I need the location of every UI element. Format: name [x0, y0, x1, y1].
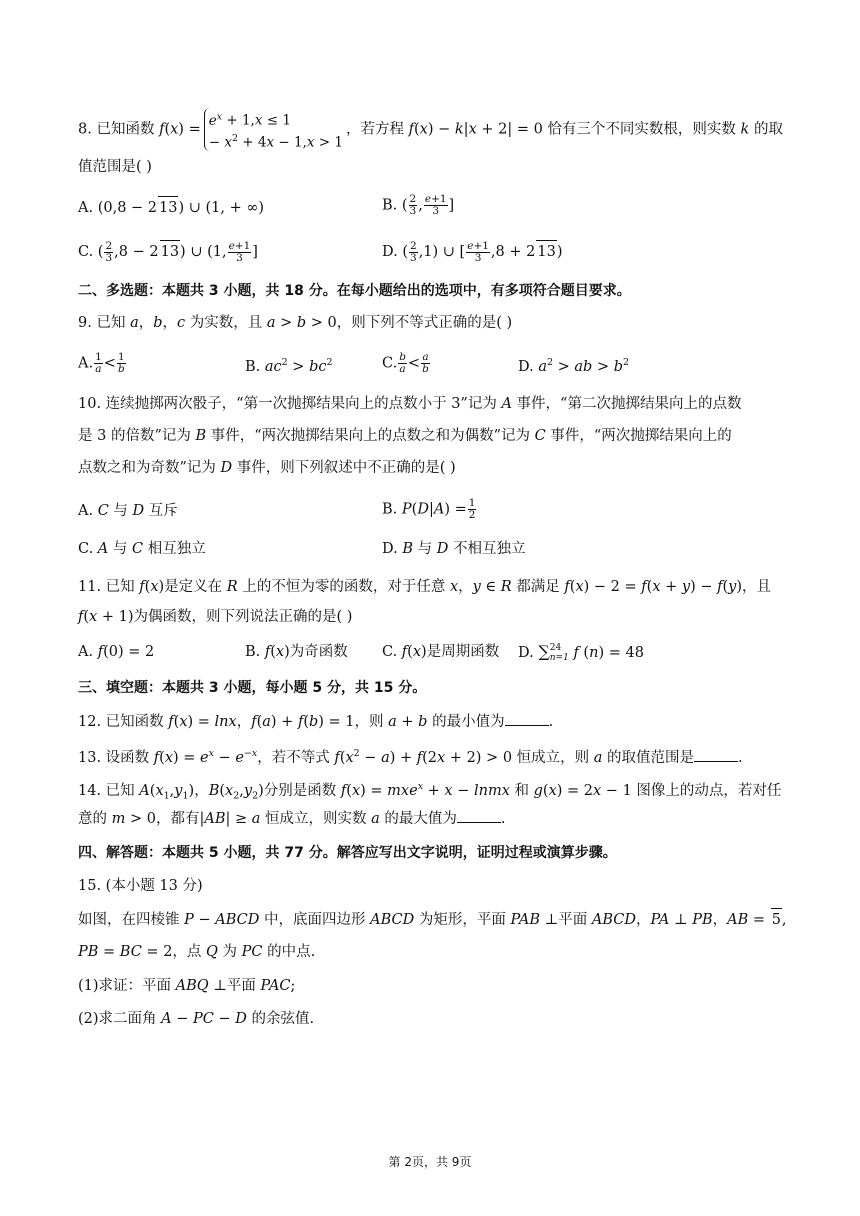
q9-option-d: D. $a^2$ > ab > $b^2$: [518, 357, 630, 375]
q10-option-b: B. P(D|A) = $\frac{1}{2}$: [382, 497, 476, 521]
q15-header: 15. (本小题 13 分): [78, 878, 203, 894]
q12-answer-blank[interactable]: [505, 711, 549, 726]
q15-line1: 如图，在四棱锥 P − ABCD 中，底面四边形 ABCD 为矩形，平面 PAB ⊥平面 ABCD，PA ⊥ PB，AB = 5,: [78, 908, 787, 931]
q8-option-b: B. ( $\frac{2}{3}$ , $\frac{e+1}{3}$ ]: [382, 193, 455, 217]
q15-part1: (1)求证：平面 ABQ ⊥平面 PAC;: [78, 978, 296, 994]
q11-option-d: D. ∑ 24 n=1 f (n) = 48: [518, 642, 644, 663]
q10-option-d: D. B 与 D 不相互独立: [382, 541, 526, 557]
section4-heading: 四、解答题：本题共 5 小题，共 77 分。解答应写出文字说明，证明过程或演算步骤。: [78, 845, 617, 861]
section2-heading: 二、多选题：本题共 3 小题，共 18 分。在每小题给出的选项中，有多项符合题目要求。: [78, 283, 631, 299]
q14-line2: 意的 m > 0，都有|AB| ≥ a 恒成立，则实数 a 的最大值为 .: [78, 808, 506, 830]
q14-answer-blank[interactable]: [457, 808, 501, 823]
q11-line2: f(x + 1)为偶函数，则下列说法正确的是( ): [78, 609, 353, 625]
page-footer: 第 2页，共 9页: [388, 1155, 472, 1169]
q8-line1: 8. 已知函数 $f(x) =e^x + 1,x \le 1$ − $x^2 + 4x - 1,x > 1$，若方程 f(x) − k|x + 2| = 0 恰有三个不同实数根，则实数 k 的取: [78, 108, 783, 151]
q8-option-a: A. (0,8 − 2 13) ∪ (1, + ∞): [78, 196, 264, 219]
q10-option-c: C. A 与 C 相互独立: [78, 541, 206, 557]
q10-line2: 是 3 的倍数”记为 B 事件，“两次抛掷结果向上的点数之和为偶数”记为 C 事件，“两次抛掷结果向上的: [78, 428, 732, 444]
section3-heading: 三、填空题：本题共 3 小题，每小题 5 分，共 15 分。: [78, 680, 427, 696]
q15-part2: (2)求二面角 A − PC − D 的余弦值.: [78, 1011, 315, 1027]
q12-line: 12. 已知函数 f(x) = lnx，f(a) + f(b) = 1，则 a + b 的最小值为 .: [78, 711, 553, 733]
q11-line1: 11. 已知 f(x)是定义在 R 上的不恒为零的函数，对于任意 x，y ∈ R 都满足 f(x) − 2 = f(x + y) − f(y)，且: [78, 579, 772, 595]
q9-option-c: C. $\frac{b}{a}$ < $\frac{a}{b}$: [382, 351, 429, 375]
q11-option-c: C. f(x)是周期函数: [382, 644, 500, 660]
q8-line2: 值范围是( ): [78, 159, 152, 175]
q9-option-b: B. $ac^2 > bc^2$: [245, 357, 333, 375]
q10-option-a: A. C 与 D 互斥: [78, 503, 178, 519]
q10-line3: 点数之和为奇数”记为 D 事件，则下列叙述中不正确的是( ): [78, 460, 456, 476]
q8-option-d: D. ( $\frac{2}{3}$ ,1) ∪ [ $\frac{e+1}{3}$ ,8 + 2 13): [382, 239, 563, 264]
q14-line1: 14. 已知 $A(x_1,y_1)$，$B(x_2,y_2)$分别是函数 f(x) = mxe$^x$ + x − lnmx 和 g(x) = 2x − 1 图像上的动点，若对任: [78, 781, 782, 802]
q9-line: 9. 已知 a，b，c 为实数，且 a > b > 0，则下列不等式正确的是( ): [78, 315, 513, 331]
q13-answer-blank[interactable]: [694, 747, 738, 762]
q8-option-c: C. ( $\frac{2}{3}$ ,8 − 2 13) ∪ (1, $\frac{e+1}{3}$ ]: [78, 239, 258, 264]
q15-line2: PB = BC = 2，点 Q 为 PC 的中点.: [78, 944, 316, 960]
q11-option-a: A. f(0) = 2: [78, 644, 155, 660]
q11-option-b: B. f(x)为奇函数: [245, 644, 348, 660]
q13-line: 13. 设函数 $f(x) = e^x - e^{-x}$，若不等式 $f(x^2 - a) + f(2x + 2) > 0$ 恒成立，则 a 的取值范围是 .: [78, 748, 743, 766]
q10-line1: 10. 连续抛掷两次骰子，“第一次抛掷结果向上的点数小于 3”记为 A 事件，“第二次抛掷结果向上的点数: [78, 396, 742, 412]
piecewise-function: $e^x + 1,x \le 1$ − $x^2 + 4x - 1,x > 1$: [204, 108, 343, 151]
q8-text: 8. 已知函数: [78, 121, 155, 138]
q9-option-a: A. $\frac{1}{a}$ < $\frac{1}{b}$: [78, 351, 125, 375]
